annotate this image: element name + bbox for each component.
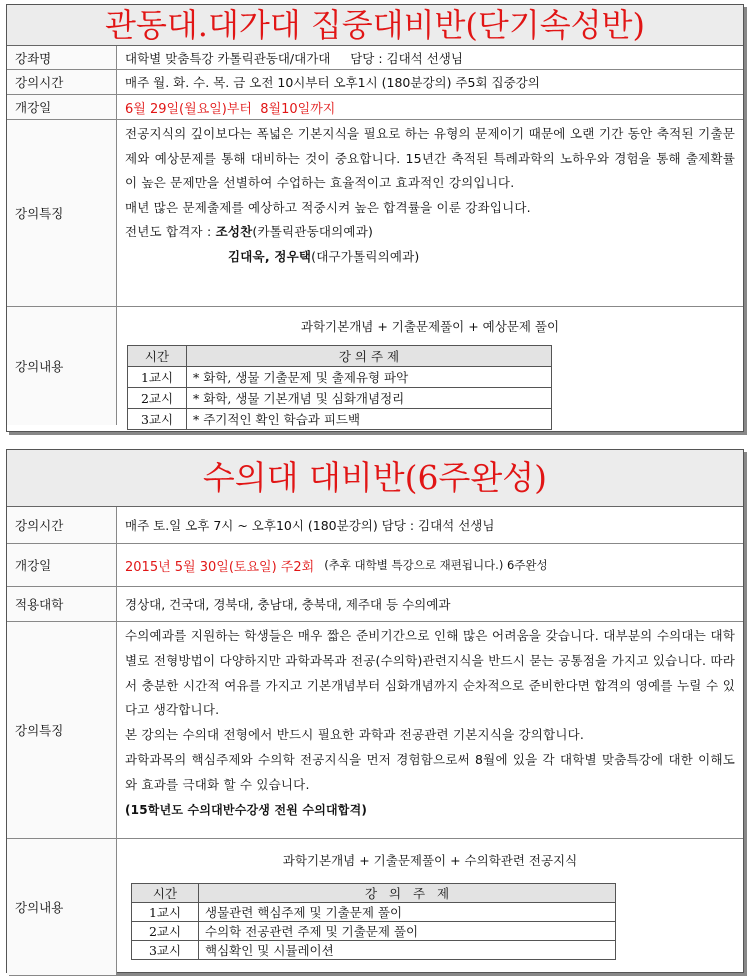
features-line: 과학과목의 핵심주제와 수의학 전공지식을 먼저 경험함으로써 8월에 있을 각 대학별 맞춤특강에 대한 이해도와 효과를 극대화 할 수 있습니다. — [125, 751, 735, 792]
session-time: 1교시 — [132, 903, 199, 922]
course-title: 관동대.대가대 집중대비반(단기속성반) — [7, 5, 743, 46]
row-schedule — [7, 507, 743, 544]
features-line: 본 강의는 수의대 전형에서 반드시 필요한 과학과 전공관련 기본지식을 강의합니다. — [125, 727, 585, 743]
table-row — [132, 941, 616, 960]
session-time: 2교시 — [128, 388, 187, 409]
row-label: 강의특징 — [7, 120, 117, 306]
passer-name: 김대욱, 정우택 — [228, 248, 312, 264]
row-label: 강좌명 — [7, 46, 117, 69]
session-topic: 생물관련 핵심주제 및 기출문제 풀이 — [199, 903, 616, 922]
session-topic: 핵심확인 및 시뮬레이션 — [199, 941, 616, 960]
features-text — [117, 120, 743, 306]
universities-value: 경상대, 건국대, 경북대, 충남대, 충북대, 제주대 등 수의예과 — [125, 597, 451, 612]
start-date-value: 6월 29일(월요일)부터 8월10일까지 — [125, 101, 336, 117]
features-note: (15학년도 수의대반수강생 전원 수의대합격) — [125, 802, 368, 817]
start-date-value — [117, 544, 743, 586]
start-date-note: (추후 대학별 특강으로 재편됩니다.) 6주완성 — [324, 558, 548, 572]
row-schedule — [7, 70, 743, 95]
session-topic: * 주기적인 확인 학습과 피드백 — [187, 409, 552, 430]
schedule-value: 매주 월. 화. 수. 목. 금 오전 10시부터 오후1시 (180분강의) 주5회 집중강의 — [125, 75, 540, 90]
row-content — [7, 307, 743, 425]
schedule-table — [131, 883, 616, 960]
row-course-name — [7, 46, 743, 70]
course-panel-1 — [6, 4, 744, 432]
course-panel-2 — [6, 449, 744, 973]
table-row — [128, 388, 552, 409]
row-label: 적용대학 — [7, 587, 117, 621]
row-start-date — [7, 544, 743, 587]
row-universities — [7, 587, 743, 622]
row-label: 강의특징 — [7, 622, 117, 838]
session-time: 3교시 — [132, 941, 199, 960]
header-time: 시간 — [128, 346, 187, 367]
row-label: 강의시간 — [7, 507, 117, 543]
passers-line — [125, 245, 735, 270]
header-time: 시간 — [132, 884, 199, 903]
row-label: 강의내용 — [7, 307, 117, 425]
row-content — [7, 839, 743, 975]
content-cell — [117, 307, 743, 425]
content-summary: 과학기본개념 + 기출문제풀이 + 예상문제 풀이 — [300, 319, 560, 334]
passer-school: (카톨릭관동대의예과) — [252, 224, 374, 240]
features-text — [117, 622, 743, 838]
session-time: 1교시 — [128, 367, 187, 388]
content-summary: 과학기본개념 + 기출문제풀이 + 수의학관련 전공지식 — [282, 853, 578, 868]
row-label: 개강일 — [7, 544, 117, 586]
session-time: 2교시 — [132, 922, 199, 941]
passer-school: (대구가톨릭의예과) — [311, 248, 420, 264]
row-start-date — [7, 95, 743, 120]
table-row — [128, 409, 552, 430]
table-row — [128, 367, 552, 388]
features-line: 전공지식의 깊이보다는 폭넓은 기본지식을 필요로 하는 유형의 문제이기 때문에 오랜 기간 동안 축적된 기출문제와 예상문제를 통해 대비하는 것이 중요합니다. 15년간 축적된 특례과학의 노하우와 경험을 통해 출제확률이 높은 문제만을 선별하여 수업하는 효율적이고 효과적인 강의입니다. — [125, 126, 735, 191]
features-line: 매년 많은 문제출제를 예상하고 적중시켜 높은 합격률을 이룬 강좌입니다. — [125, 199, 531, 215]
start-date-main: 2015년 5월 30일(토요일) 주2회 — [125, 559, 315, 575]
session-time: 3교시 — [128, 409, 187, 430]
content-cell — [117, 839, 743, 975]
session-topic: 수의학 전공관련 주제 및 기출문제 풀이 — [199, 922, 616, 941]
row-label: 강의시간 — [7, 70, 117, 94]
schedule-value: 매주 토.일 오후 7시 ~ 오후10시 (180분강의) 담당 : 김대석 선생님 — [125, 518, 495, 533]
row-label: 개강일 — [7, 95, 117, 119]
table-row — [132, 922, 616, 941]
session-topic: * 화학, 생물 기본개념 및 심화개념정리 — [187, 388, 552, 409]
passers-label: 전년도 합격자 : — [125, 224, 216, 240]
table-header-row — [128, 346, 552, 367]
course-title: 수의대 대비반(6주완성) — [7, 450, 743, 507]
course-name-value: 대학별 맞춤특강 카톨릭관동대/대가대 담당 : 김대석 선생님 — [125, 50, 463, 66]
features-line: 수의예과를 지원하는 학생들은 매우 짧은 준비기간으로 인해 많은 어려움을 갖습니다. 대부분의 수의대는 대학별로 전형방법이 다양하지만 과학과목과 전공(수의학)관련지식을 반드시 묻는 공통점을 가지고 있습니다. 따라서 충분한 시간적 여유를 가지고 기본개념부터 심화개념까지 순차적으로 준비한다면 합격의 영예를 누릴 수 있다고 생각합니다. — [125, 628, 735, 718]
passers-line — [125, 220, 735, 245]
row-features — [7, 622, 743, 839]
header-topic: 강 의 주 제 — [187, 346, 552, 367]
row-features — [7, 120, 743, 307]
session-topic: * 화학, 생물 기출문제 및 출제유형 파악 — [187, 367, 552, 388]
table-header-row — [132, 884, 616, 903]
schedule-table — [127, 345, 552, 430]
table-row — [132, 903, 616, 922]
passer-name: 조성찬 — [215, 224, 253, 240]
header-topic: 강 의 주 제 — [199, 884, 616, 903]
row-label: 강의내용 — [7, 839, 117, 975]
